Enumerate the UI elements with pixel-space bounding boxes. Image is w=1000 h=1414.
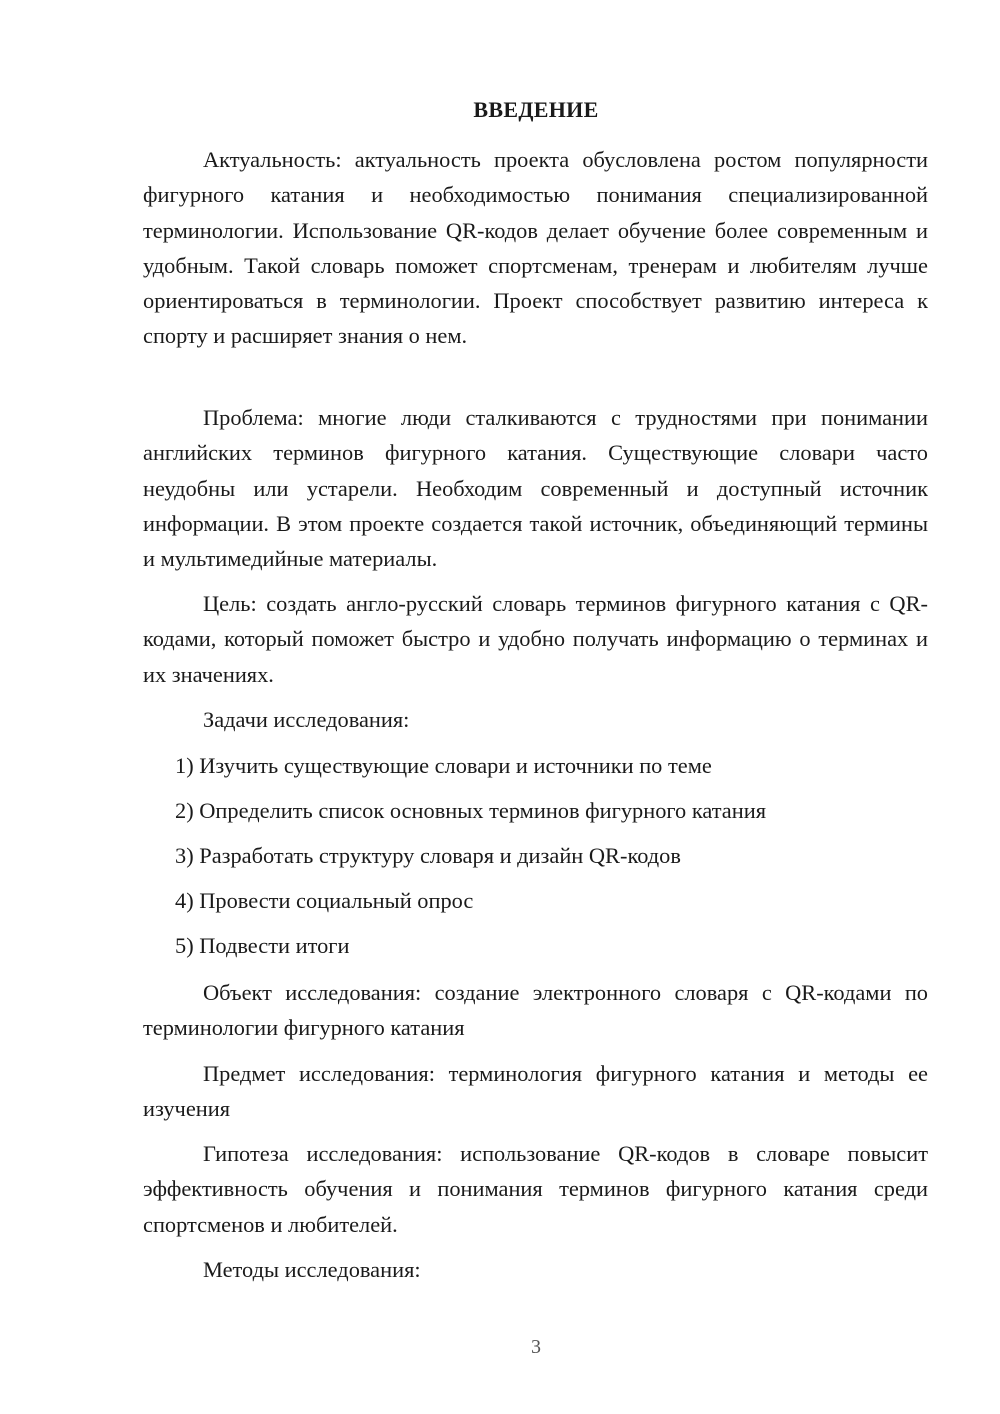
page-number: 3	[531, 1336, 541, 1358]
paragraph-object: Объект исследования: создание электронного словаря с QR-кодами по терминологии фигурного катания	[143, 980, 928, 1041]
paragraph-goal: Цель: создать англо-русский словарь терминов фигурного катания с QR-кодами, который поможет быстро и удобно получать информацию о терминах и их значениях.	[143, 591, 928, 687]
paragraph-relevance: Актуальность: актуальность проекта обусловлена ростом популярности фигурного катания и необходимостью понимания специализированной терминологии. Использование QR-кодов делает обучение более современным и удобным. Такой словарь поможет спортсменам, тренерам и любителям лучше ориентироваться в терминологии. Проект способствует развитию интереса к спорту и расширяет знания о нем.	[143, 147, 928, 349]
methods-heading: Методы исследования:	[203, 1257, 421, 1282]
paragraph-subject: Предмет исследования: терминология фигурного катания и методы ее изучения	[143, 1061, 928, 1122]
section-title: ВВЕДЕНИЕ	[473, 97, 599, 122]
paragraph-problem: Проблема: многие люди сталкиваются с трудностями при понимании английских терминов фигурного катания. Существующие словари часто неудобны или устарели. Необходим современный и доступный источник информации. В этом проекте создается такой источник, объединяющий термины и мультимедийные материалы.	[143, 405, 928, 572]
task-item-1: 1) Изучить существующие словари и источники по теме	[175, 753, 712, 778]
paragraph-hypothesis: Гипотеза исследования: использование QR-кодов в словаре повысит эффективность обучения и понимания терминов фигурного катания среди спортсменов и любителей.	[143, 1141, 928, 1237]
task-item-3: 3) Разработать структуру словаря и дизайн QR-кодов	[175, 843, 681, 868]
task-item-2: 2) Определить список основных терминов фигурного катания	[175, 798, 766, 823]
task-item-5: 5) Подвести итоги	[175, 933, 350, 958]
tasks-heading: Задачи исследования:	[203, 707, 410, 732]
task-item-4: 4) Провести социальный опрос	[175, 888, 474, 913]
